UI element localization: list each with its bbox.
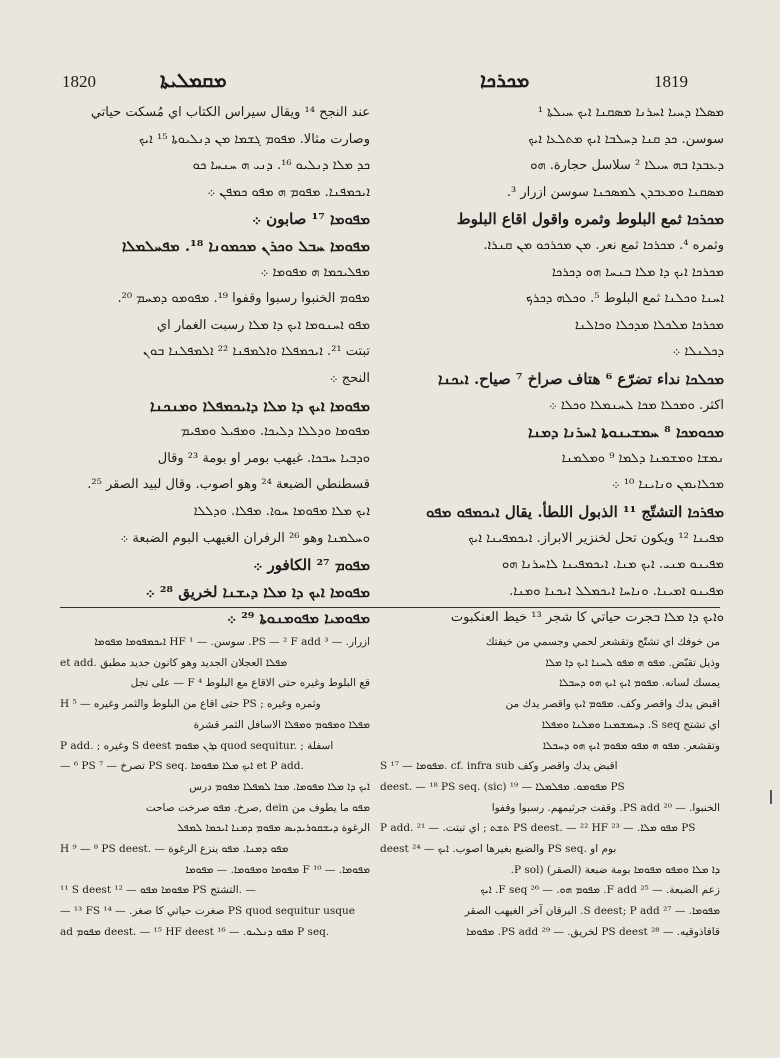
footnotes-right bbox=[380, 632, 720, 943]
entry-line: ܢܡܫܐ ܘܡܫܡܢܐ ܕܠܡܐ ⁹ ܘܡܠܡܢܐ bbox=[561, 450, 724, 466]
entry-line: عند النجح ¹⁴ ويقال سيراس الكتاب اي مُسكت حياتي bbox=[90, 105, 370, 120]
entry-line: ܡܦܘܡܐ ܐܝܟ ܕܐ ܡܠܐ ܕܝܫܢܐ لخريق ²⁸ ܀ bbox=[145, 582, 370, 601]
entry-line: تبتت ²¹. ܐܝܟܡܦܠܐ ܘܐܠܡܦܢܐ ²² ܐܠܡܦܠܢܐ ܒܘܢ bbox=[142, 344, 370, 360]
margin-mark bbox=[770, 790, 772, 804]
entry-line: ܡܦܝܢܐ ¹² ويكون تحل لخنزير الابراز. ܐܝܟܡܦܝܢܐ ܐܝܟ bbox=[468, 530, 724, 546]
footnote-line: وذيل تقبّض. ܡܦܘ ܗ ܡܦܘ ܠܚܢܐ ܐܝܟ ܕܐ ܡܠܐ bbox=[545, 656, 720, 669]
footnote-line: قافاذوقيه. — ²⁸ PS deest لخريق. — ²⁹ PS add. ܡܦܘܡܐ bbox=[466, 925, 720, 938]
main-column-right bbox=[378, 100, 724, 632]
footnote-line: deest. — ¹⁸ PS seq. (sic) ܡܦܘܡܘ. ܡܦܠܡܠܐ — ¹⁹ PS bbox=[380, 780, 625, 793]
entry-line: ܐܝܟܡܦܢܐ. ܡܦܘܡ ܗ ܡܦܘ ܟܡܦܢ ܀ bbox=[207, 184, 370, 200]
entry-line: ܡܟܪܟܐ ܡܠܟܠܐ ܡܕܟܠܐ ܘܟܐܠܢܐ bbox=[574, 317, 724, 333]
entry-line: سوسن. ܟܕ ܩܢܐ ܕܚܠܒܐ ܐܝܟ ܡܬܠܥܐ ܐܝܟ bbox=[528, 131, 724, 147]
entry-line: ܡܟܪܟܐ ثمع البلوط وثمره واقول اقاع البلوط bbox=[456, 210, 724, 229]
entry-line: ܡܦܘܡ الخنبوا رسبوا وقفوا ¹⁹. ܡܦܘܡܘ ܕܡܚܡ ²⁰. bbox=[117, 291, 370, 307]
entry-line: ܡܟܘܡܟܐ ⁸ ܚܡܫܝܢܘܬܐ ܐܚܪܢܐ ܕܡܢܐ bbox=[527, 423, 724, 442]
entry-line: ܡܦܘܡ ²⁷ الكافور ܀ bbox=[253, 556, 370, 575]
page-number-left: 1820 bbox=[62, 72, 96, 91]
footnote-line: يمسك لسانه. ܡܦܘܡ ܐܝܟ ܐܝܟ ܗܘ ܕܚܒܠܐ bbox=[559, 677, 720, 690]
footnote-line: من خوفك اي تشتّج وتقشعر لحمي وجسمي من خيفتك bbox=[485, 636, 720, 648]
footnotes-left bbox=[60, 632, 370, 943]
footnote-line: ܡܦܘܡܐ. — ¹⁰ F ܡܦܘܡܐ ܘܡܦܘܡܐ. — ܡܦܘܡܐ bbox=[185, 863, 370, 876]
entry-line: ܐܝܟ ܡܠܐ ܡܦܘܡܐ ܚܘܐ. ܡܦܠܐ. ܘܕܠܠܐ bbox=[193, 503, 370, 519]
entry-line: وثمره ⁴. ܡܟܪܟܐ ثمع نعر. ܡܢ ܡܟܪܟܘ ܡܢ ܩܢܪܐ. bbox=[483, 237, 724, 253]
footnote-line: ܕܐ ܡܠܐ ܘܡܦܘ ܡܦܘܡܐ بومة ضبعة (الصقر) (P sol. bbox=[510, 863, 720, 876]
footnote-line: ܡܦܘ ما يطوف من dein ,صرخ. ܡܦܘ صرخت صاحت bbox=[145, 801, 370, 814]
footnote-line: الخنبوا. — ²⁰ PS add. وقفت جرثيمهم. رسبوا وقفوا bbox=[491, 801, 720, 814]
footnote-line: زعم الضبعة. — ²⁵ F add. ܡܦܘܡ ܗܘ. — ²⁶ F seq. ܐܝܟ bbox=[480, 884, 720, 897]
footnote-line: — ⁶ PS تصرخ — ⁷ PS seq. ܐܝܟ ܡܠܐ ܡܦܘܡܐ et P add. bbox=[60, 760, 304, 773]
footnote-line: deest والضبع بغيرها اصوب. ܐܝܟ — ²⁴ PS seq. بوم او bbox=[380, 843, 617, 856]
entry-line: ܡܣܩܢܐ ܘܡܥܒܕܢ ܠܡܣܟܢܐ سوسن ازرار ³. bbox=[506, 184, 724, 200]
entry-line: ܡܦܘ ܐܚܢܘܡܐ ܐܝܟ ܕܐ ܡܠܐ رسبت الغمار اي bbox=[156, 317, 370, 333]
running-head-left: ܡܩܡܠܝܬܐ bbox=[160, 68, 227, 92]
entry-line: اكثر. ܘܡܟܠܐ ܡܟܐ ܠܚܢܡܠܐ ܘܟܠܐ ܀ bbox=[548, 397, 724, 413]
page-number-right: 1819 bbox=[654, 72, 688, 91]
entry-line: ܡܟܠܐܝܡܢ ܘܢܐܝܢܐ ¹⁰ ܀ bbox=[611, 477, 724, 493]
entry-line: ܡܦܘܡܐ ܚܒܠ ܘܟܪܢ ܡܟܡܘܢܐ ¹⁸. ܡܦܚܠܡܠܐ bbox=[121, 236, 370, 255]
entry-line: ܡܦܘܡܐ ܐܝܟ ܕܐ ܡܠܐ ܕܐܝܟܡܦܠܐ ܘܡܢܟܢܐ bbox=[149, 396, 370, 415]
footnote-line: et add. ܡܦܠܐ العجلان الجديد وهو كانون جديد مطبق bbox=[60, 656, 288, 669]
entry-line: ܘܐܝܟ ܕܐ ܡܠܐ ܒجرت حياتي كا شجر ¹³ خيط العنكبوت bbox=[450, 610, 724, 626]
entry-line: النحج ܀ bbox=[329, 370, 370, 386]
footnote-line: H ⁹ — ⁸ PS deest. — ܡܦܘ ܕܡܢܐ. ܡܦܘ ينزع الرغوة bbox=[60, 843, 289, 856]
footnote-line: اقبض يدك واقصر وكف. ܡܦܘܡ ܐܝܟ واقصر يدك من bbox=[505, 698, 720, 711]
entry-line: ܡܦܠܝܟܡܐ ܗ ܡܦܘܡܐ ܀ bbox=[260, 264, 370, 280]
footnote-line: ازرار. — ³ PS — ² F add. سوسن. — ¹ HF ܐܝܟܡܦܘܡܐ ܡܦܘܡܐ bbox=[94, 636, 370, 648]
footnote-line: ad ܡܦܘܡ deest. — ¹⁵ HF deest ܡܦܘ ܕܢܠܝܘ. — ¹⁶ P seq. bbox=[60, 925, 330, 938]
entry-line: ܘܚܠܡܢܐ وهو ²⁶ الرفران الغيهب البوم الضبعة ܀ bbox=[120, 530, 370, 546]
entry-line: ܡܦܝܢܘ ܡܢܝ. ܐܝܟ ܡܢܐ. ܐܝܟܡܦܝܢܐ ܠܐܚܪܢܐ ܗܘ bbox=[501, 557, 724, 573]
footnote-line: ܡܦܠܐ ܘܡܦܘܡ ܘܡܦܠܐ الاسافل الثمر قشرة bbox=[193, 718, 370, 731]
footnote-line: S ¹⁷ — ܡܦܘܡܐ. cf. infra sub اقبض يدك واقصر وكف bbox=[380, 760, 618, 773]
entry-line: ܟܕ ܡܠܐ ܕܢܠܝܘ ¹⁶. ܕܢܝ ܗ ܚܢܚܐ ܟܘ bbox=[192, 158, 370, 174]
entry-line: ܕܟܠܢܠܐ ܀ bbox=[672, 344, 724, 360]
entry-line: ܡܦܝܢܘ ܐܡܝܢܐ. ܘܢܐܚܐ ܐܝܟܡܠܠ ܐܝܟܢܐ ܘܡܢܐ. bbox=[509, 583, 724, 599]
entry-line: ܡܣܠܐ ܕܚܝܐ ܐܚܪܢܐ ܡܣܩܢܐ ܐܝܟ ܚܝܠܬܐ ¹ bbox=[537, 105, 724, 120]
footnote-line: اي تشتج S seq. ܕܚܡܫܡܢܐ ܘܡܠܢܐ ܘܡܦܠܐ bbox=[541, 718, 720, 731]
footnote-separator bbox=[60, 607, 720, 608]
entry-line: ܕܥܒܕܐ ܒܗ ܚܝܠܐ ² سلاسل حجارة. ܗܘ bbox=[530, 158, 724, 174]
main-column-left bbox=[60, 100, 370, 632]
footnote-line: وتقشعر. ܡܦܘ ܗ ܡܦܘ ܡܦܘܡ ܐܝܟ ܗܘ ܕܚܒܠܐ bbox=[542, 739, 720, 752]
entry-line: ܐܚܢܐ ܘܟܠܢܐ ثمع البلوط ⁵. ܘܟܠܗ ܕܟܪܟ bbox=[525, 291, 724, 307]
footnote-line: ܐܝܟ ܕܐ ܡܠܐ ܡܦܘܡܐ. ܡܟܐ ܠܡܦܠܐ ܡܦܘܡ درس bbox=[189, 780, 370, 793]
entry-line: ܘܕܒܝܐ ܚܒܟܐ. غيهب بومر او بومة ²³ وقال bbox=[157, 450, 370, 466]
entry-line: ܡܦܘܡܝܐ ܡܦܘܡܢܘܬܐ ²⁹ ܀ bbox=[226, 609, 370, 628]
footnote-line: الرغوة ܕܝܫܩܘܪܝܕܝܣ ܡܦܘܡ ܕܡܢܐ ܐܝܟܡܐ ܠܡܦܠ bbox=[177, 822, 370, 835]
footnote-line: ܡܦܘܡܐ. — ²⁷ S deest; P add. البرقان آخر الغيهب الصقر bbox=[464, 905, 720, 918]
footnote-line: P add. ; وغيره S deest ܕܪܢ ܡܦܘܡ quod sequitur. ; اسفلة bbox=[60, 739, 334, 752]
entry-line: ܡܟܪܟܐ ܐܝܟ ܕܐ ܡܠܐ ܒܢܚܐ ܗܘ ܕܟܪܟܐ bbox=[551, 264, 724, 280]
footnote-line: — ¹³ FS صغرت حياتي كا صغر. — ¹⁴ PS quod sequitur usque bbox=[60, 905, 355, 918]
footnote-line: ¹¹ S deest ܡܦܘܡܐ ܡܦܘ — ¹² PS التشتج. — bbox=[60, 884, 256, 897]
running-head-right: ܡܟܪܟܐ bbox=[480, 68, 530, 92]
footnote-line: قع البلوط وغيره حتى الاقاع مع البلوط F ⁴ — على تجل bbox=[130, 677, 370, 690]
entry-line: قسطنطي الضبعة ²⁴ وهو اصوب. وقال لبيد الصقر ²⁵. bbox=[87, 477, 370, 493]
entry-line: ܡܟܠܟܐ نداء تضرّع ⁶ هتاف صراخ ⁷ صياح. ܐܝܟܢܐ bbox=[438, 369, 724, 388]
entry-line: وصارت مثالا. ܡܦܘܡ ܓܫܡܐ ܡܢ ܕܢܠܝܘܬܐ ¹⁵ ܐܝܟ bbox=[138, 131, 370, 147]
entry-line: ܡܦܪܟܐ التشتّج ¹¹ الذبول اللطأ. يقال ܐܝܟܡܦܘ ܡܦܘ bbox=[425, 502, 724, 521]
entry-line: ܡܦܘܡܐ ܘܕܠܠܐ ܕܠܝܟܐ. ܘܡܦܝܠ ܘܡܦܝܡ bbox=[180, 424, 370, 440]
entry-line: ܡܦܘܡܐ ¹⁷ صابون ܀ bbox=[251, 210, 370, 229]
footnote-line: P add. ܬܫܬ ; اي تبتت. — ²¹ PS deest. — ²² HF ܡܦܘ ܡܠܐ. — ²³ PS bbox=[380, 822, 696, 835]
footnote-line: H ⁵ — حتى اقاع من البلوط والثمر وغيره PS ; وثمره وغيره bbox=[60, 698, 321, 711]
